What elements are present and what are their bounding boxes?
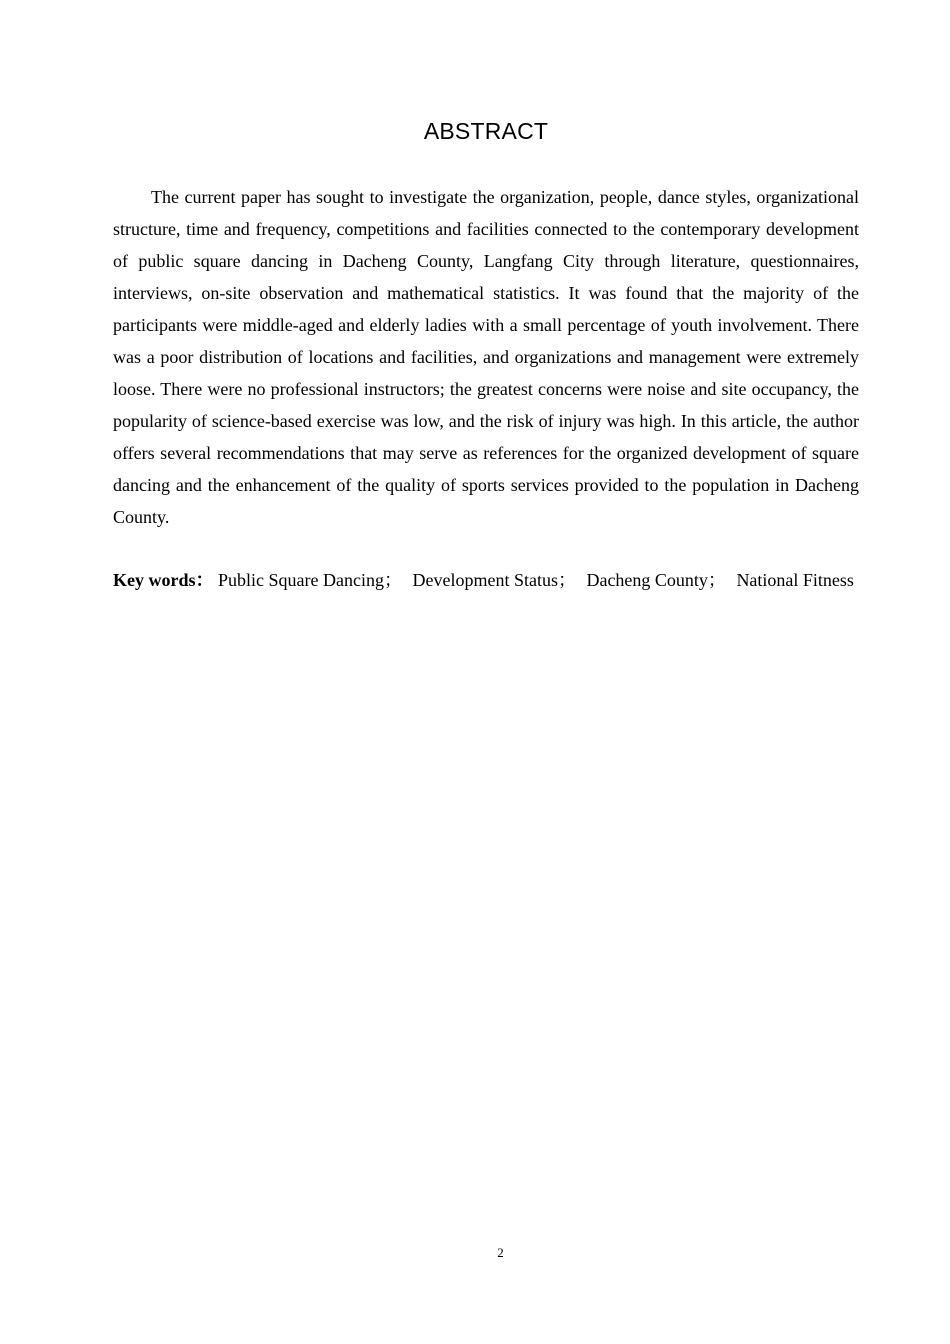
abstract-title: ABSTRACT <box>423 118 549 144</box>
keywords-label: Key words： <box>113 570 214 590</box>
abstract-paragraph: The current paper has sought to investigate the organization, people, dance styles, organizational structure, time and frequency, competitions and facilities connected to the contemporary development of public square dancing in Dacheng County, Langfang City through literature, questionnaires, interviews, on-site observation and mathematical statistics. It was found that the majority of the participants were middle-aged and elderly ladies with a small percentage of youth involvement. There was a poor distribution of locations and facilities, and organizations and management were extremely loose. There were no professional instructors; the greatest concerns were noise and site occupancy, the popularity of science-based exercise was low, and the risk of injury was high. In this article, the author offers several recommendations that may serve as references for the organized development of square dancing and the enhancement of the quality of sports services provided to the population in Dacheng County. <box>113 187 859 527</box>
page-number: 2 <box>497 1245 504 1260</box>
keywords-line <box>113 565 859 596</box>
keyword-item: Development Status； <box>412 570 576 590</box>
keyword-item: Public Square Dancing； <box>218 570 402 590</box>
keyword-item: Dacheng County； <box>586 570 726 590</box>
keyword-item: National Fitness <box>736 570 854 590</box>
